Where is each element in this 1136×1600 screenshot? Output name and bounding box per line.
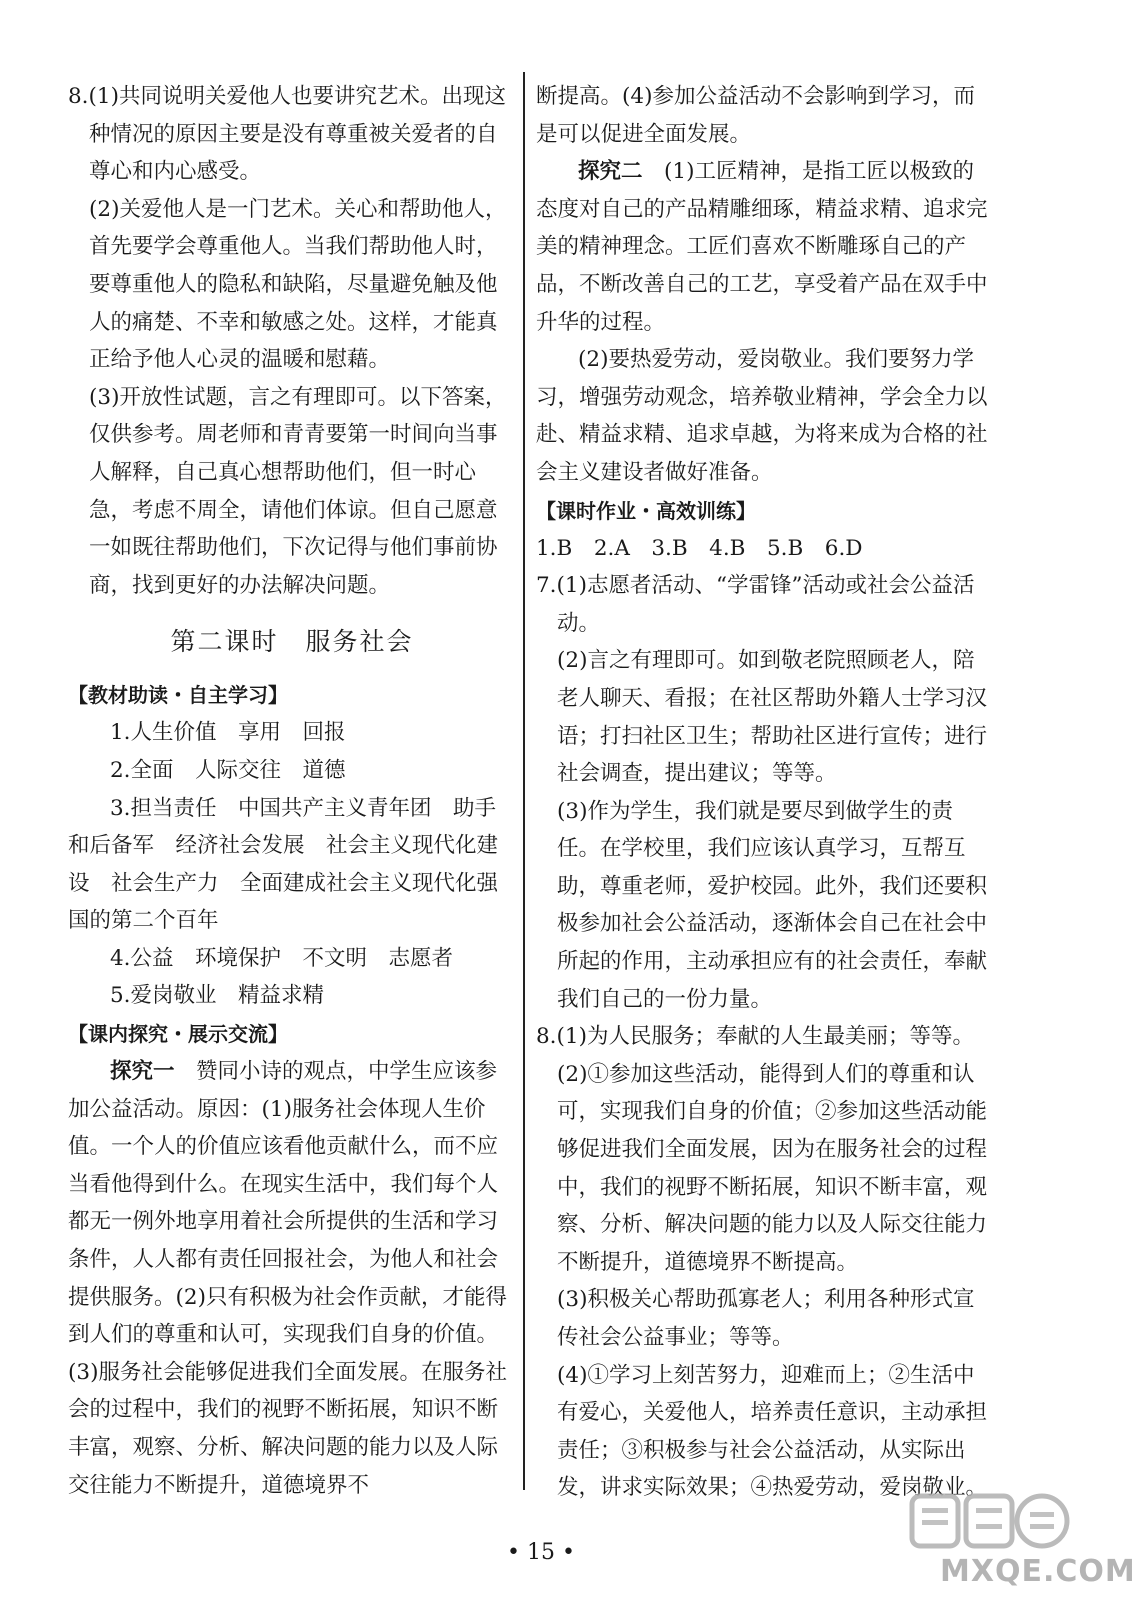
explore-two-label: 探究二: [578, 159, 643, 185]
list-item: 2.全面 人际交往 道德: [110, 757, 346, 783]
explore-two: [536, 153, 988, 341]
list-item: 1.人生价值 享用 回报: [110, 720, 346, 746]
watermark-icon: [904, 1488, 1074, 1558]
explore-two-part2: (2)要热爱劳动，爱岗敬业。我们要努力学习，增强劳动观念，培养敬业精神，学会全力以赴、精益求精、追求卓越，为将来成为合格的社会主义建设者做好准备。: [536, 347, 988, 485]
watermark-text: MXQE.COM: [940, 1554, 1136, 1589]
q8b-part3: (3)积极关心帮助孤寡老人；利用各种形式宣传社会公益事业；等等。: [557, 1287, 975, 1350]
q8-part3: (3)开放性试题，言之有理即可。以下答案，仅供参考。周老师和青青要第一时间向当事人解释，自己真心想帮助他们，但一时心急，考虑不周全，请他们体谅。但自己愿意一如既往帮助他们，下次记得与他们事前协商，找到更好的办法解决问题。: [89, 384, 507, 598]
watermark-logo: [904, 1488, 1136, 1592]
list-item: 5.爱岗敬业 精益求精: [110, 983, 325, 1009]
column-divider: [523, 72, 525, 1490]
q8b-part2: (2)①参加这些活动，能得到人们的尊重和认可，实现我们自身的价值；②参加这些活动能够促进我们全面发展，因为在服务社会的过程中，我们的视野不断拓展，知识不断丰富，观察、分析、解决问题的能力以及人际交往能力不断提升，道德境界不断提高。: [557, 1061, 988, 1275]
list-item: 3.担当责任 中国共产主义青年团 助手和后备军 经济社会发展 社会主义现代化建设 社会生产力 全面建成社会主义现代化强国的第二个百年: [68, 795, 499, 934]
q8b-part4: (4)①学习上刻苦努力，迎难而上；②生活中有爱心，关爱他人，培养责任意识，主动承担责任；③积极参与社会公益活动，从实际出发，讲求实际效果；④热爱劳动，爱岗敬业。: [557, 1362, 988, 1501]
explore-one-label: 探究一: [110, 1059, 175, 1085]
left-column: [68, 78, 516, 1498]
page-number: • 15 •: [507, 1540, 575, 1565]
explore-one: [68, 1053, 516, 1504]
section-title-explore: 【课内探究・展示交流】: [68, 1022, 288, 1047]
q8-part1: 8.(1)共同说明关爱他人也要讲究艺术。出现这种情况的原因主要是没有尊重被关爱者的自尊心和内心感受。: [68, 84, 506, 185]
right-column: [536, 78, 988, 1501]
q7-part1: 7.(1)志愿者活动、“学雷锋”活动或社会公益活动。: [536, 573, 975, 636]
section-title-self-study: 【教材助读・自主学习】: [68, 683, 288, 708]
explore-one-text: 赞同小诗的观点，中学生应该参加公益活动。原因：(1)服务社会体现人生价值。一个人的价值应该看他贡献什么，而不应当看他得到什么。在现实生活中，我们每个人都无一例外地享用着社会所提供的生活和学习条件，人人都有责任回报社会，为他人和社会提供服务。(2)只有积极为社会作贡献，才能得到人们的尊重和认可，实现我们自身的价值。(3)服务社会能够促进我们全面发展。在服务社会的过程中，我们的视野不断拓展，知识不断丰富，观察、分析、解决问题的能力以及人际交往能力不断提升，道德境界不: [68, 1059, 507, 1498]
choice-answers: 1.B 2.A 3.B 4.B 5.B 6.D: [536, 535, 863, 561]
q7-part2: (2)言之有理即可。如到敬老院照顾老人，陪老人聊天、看报；在社区帮助外籍人士学习汉语；打扫社区卫生；帮助社区进行宣传；进行社会调查，提出建议；等等。: [557, 648, 988, 787]
list-item: 4.公益 环境保护 不文明 志愿者: [110, 945, 454, 971]
q8-part2: (2)关爱他人是一门艺术。关心和帮助他人，首先要学会尊重他人。当我们帮助他人时，要尊重他人的隐私和缺陷，尽量避免触及他人的痛楚、不幸和敏感之处。这样，才能真正给予他人心灵的温暖和慰藉。: [89, 196, 507, 373]
section-title-homework: 【课时作业・高效训练】: [536, 498, 756, 523]
q7-part3: (3)作为学生，我们就是要尽到做学生的责任。在学校里，我们应该认真学习，互帮互助，尊重老师，爱护校园。此外，我们还要积极参加社会公益活动，逐渐体会自己在社会中所起的作用，主动承担应有的社会责任，奉献我们自己的一份力量。: [557, 798, 988, 1012]
q8b-part1: 8.(1)为人民服务；奉献的人生最美丽；等等。: [536, 1024, 974, 1050]
explore-two-text: (1)工匠精神，是指工匠以极致的态度对自己的产品精雕细琢，精益求精、追求完美的精神理念。工匠们喜欢不断雕琢自己的产品，不断改善自己的工艺，享受着产品在双手中升华的过程。: [536, 159, 988, 335]
lesson-title: 第二课时 服务社会: [170, 627, 414, 657]
explore-one-continued: 断提高。(4)参加公益活动不会影响到学习，而是可以促进全面发展。: [536, 84, 975, 147]
